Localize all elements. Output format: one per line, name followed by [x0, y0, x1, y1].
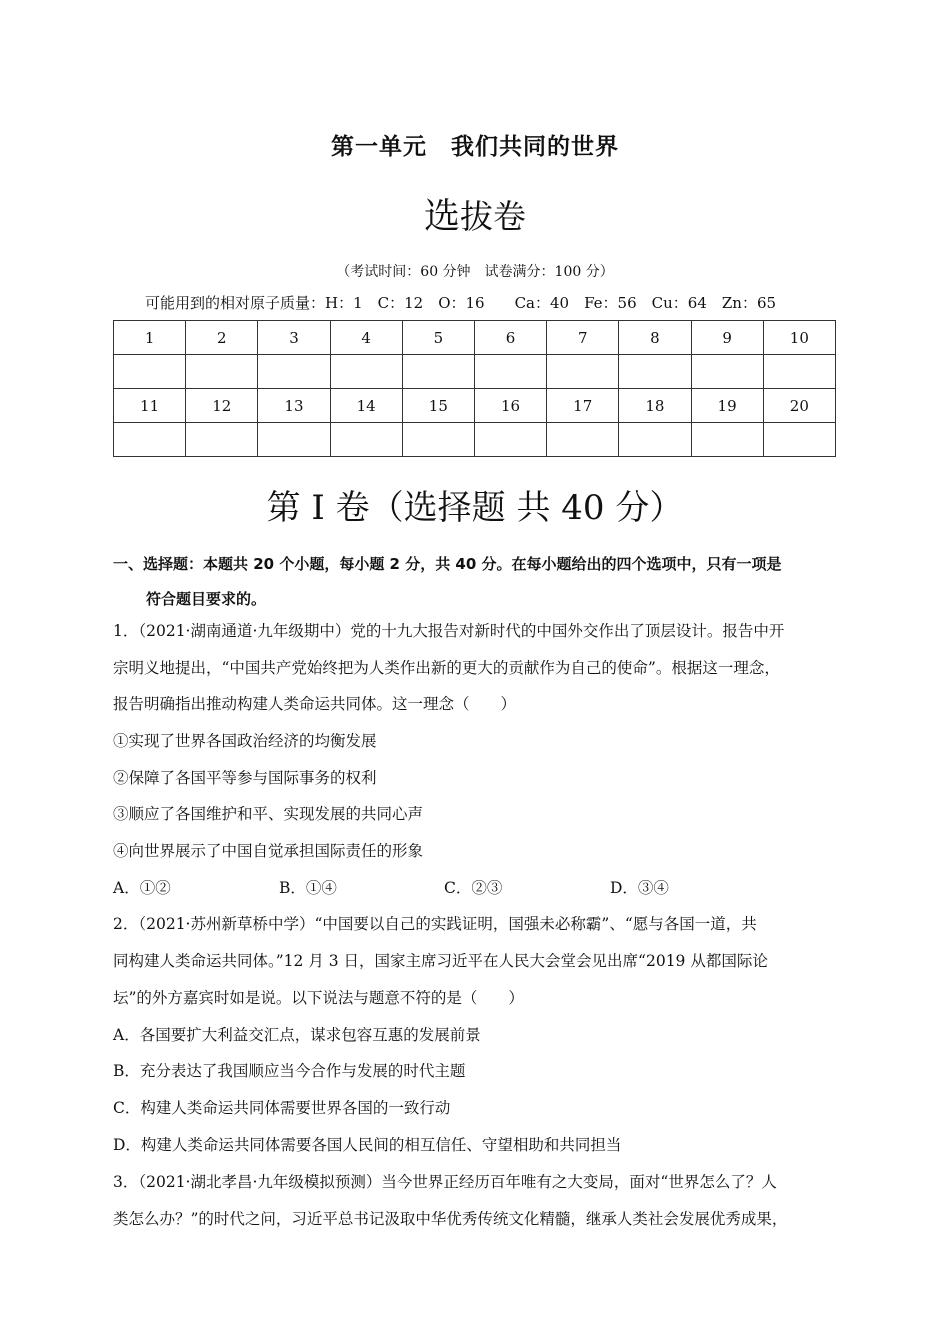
answer-cell-blank[interactable]	[186, 423, 258, 457]
answer-cell-label: 13	[258, 389, 330, 423]
answer-table	[113, 320, 836, 457]
subtitle-rest: 拔卷	[460, 197, 526, 236]
answer-cell-label: 20	[763, 389, 835, 423]
answer-cell-label: 17	[547, 389, 619, 423]
q1-stem: 报告明确指出推动构建人类命运共同体。这一理念（ ）	[113, 695, 517, 713]
answer-cell-blank[interactable]	[402, 423, 474, 457]
answer-table-number-row	[114, 321, 836, 355]
answer-cell-blank[interactable]	[763, 423, 835, 457]
answer-cell-blank[interactable]	[114, 355, 186, 389]
answer-cell-blank[interactable]	[258, 423, 330, 457]
q1-option-a[interactable]: A．①②	[113, 879, 171, 897]
answer-cell-blank[interactable]	[474, 355, 546, 389]
answer-cell-label: 1	[114, 321, 186, 355]
answer-cell-blank[interactable]	[763, 355, 835, 389]
answer-cell-blank[interactable]	[691, 423, 763, 457]
q1-item: ②保障了各国平等参与国际事务的权利	[113, 769, 377, 787]
answer-cell-blank[interactable]	[474, 423, 546, 457]
answer-cell-blank[interactable]	[402, 355, 474, 389]
answer-cell-label: 2	[186, 321, 258, 355]
section-instruction: 一、选择题：本题共 20 个小题，每小题 2 分，共 40 分。在每小题给出的四个选项中，只有一项是	[113, 555, 782, 573]
q2-option-c[interactable]: C．构建人类命运共同体需要世界各国的一致行动	[113, 1099, 451, 1117]
atomic-masses: 可能用到的相对原子质量：H：1 C：12 O：16 Ca：40 Fe：56 Cu：64 Zn：65	[145, 294, 777, 312]
answer-cell-blank[interactable]	[330, 355, 402, 389]
section-instruction-cont: 符合题目要求的。	[146, 590, 267, 608]
answer-cell-label: 8	[619, 321, 691, 355]
answer-cell-label: 6	[474, 321, 546, 355]
answer-table-blank-row	[114, 355, 836, 389]
q1-stem: 宗明义地提出，“中国共产党始终把为人类作出新的更大的贡献作为自己的使命”。根据这一理念，	[113, 659, 780, 677]
answer-cell-label: 7	[547, 321, 619, 355]
answer-cell-label: 3	[258, 321, 330, 355]
q2-stem: 坛”的外方嘉宾时如是说。以下说法与题意不符的是（ ）	[113, 989, 524, 1007]
answer-cell-label: 9	[691, 321, 763, 355]
answer-cell-label: 10	[763, 321, 835, 355]
answer-cell-blank[interactable]	[114, 423, 186, 457]
answer-cell-label: 5	[402, 321, 474, 355]
answer-cell-label: 19	[691, 389, 763, 423]
paper-subtitle	[0, 188, 950, 239]
answer-cell-blank[interactable]	[547, 355, 619, 389]
answer-cell-label: 15	[402, 389, 474, 423]
q2-stem: 同构建人类命运共同体。”12 月 3 日，国家主席习近平在人民大会堂会见出席“2019 从都国际论	[113, 952, 768, 970]
q1-item: ③顺应了各国维护和平、实现发展的共同心声	[113, 805, 424, 823]
q1-option-d[interactable]: D．③④	[610, 879, 669, 897]
answer-cell-blank[interactable]	[619, 355, 691, 389]
answer-cell-label: 4	[330, 321, 402, 355]
exam-info: （考试时间：60 分钟 试卷满分：100 分）	[336, 264, 614, 280]
answer-cell-blank[interactable]	[619, 423, 691, 457]
answer-cell-label: 12	[186, 389, 258, 423]
answer-cell-blank[interactable]	[330, 423, 402, 457]
answer-cell-blank[interactable]	[691, 355, 763, 389]
section-title: 第 I 卷（选择题 共 40 分）	[266, 488, 684, 528]
q1-item: ①实现了世界各国政治经济的均衡发展	[113, 732, 377, 750]
q1-option-b[interactable]: B．①④	[279, 879, 337, 897]
q2-option-b[interactable]: B．充分表达了我国顺应当今合作与发展的时代主题	[113, 1062, 466, 1080]
answer-cell-label: 16	[474, 389, 546, 423]
answer-cell-blank[interactable]	[186, 355, 258, 389]
answer-cell-label: 18	[619, 389, 691, 423]
q1-stem: 1．（2021·湖南通道·九年级期中）党的十九大报告对新时代的中国外交作出了顶层设计。报告中开	[113, 622, 785, 640]
q2-stem: 2．（2021·苏州新草桥中学）“中国要以自己的实践证明，国强未必称霸”、“愿与各国一道，共	[113, 915, 757, 933]
q2-option-d[interactable]: D．构建人类命运共同体需要各国人民间的相互信任、守望相助和共同担当	[113, 1136, 622, 1154]
answer-cell-label: 14	[330, 389, 402, 423]
answer-table-blank-row	[114, 423, 836, 457]
answer-cell-blank[interactable]	[547, 423, 619, 457]
q3-stem: 3．（2021·湖北孝昌·九年级模拟预测）当今世界正经历百年唯有之大变局，面对“世界怎么了？人	[113, 1173, 777, 1191]
answer-table-number-row	[114, 389, 836, 423]
q2-option-a[interactable]: A．各国要扩大利益交汇点，谋求包容互惠的发展前景	[113, 1026, 481, 1044]
answer-cell-blank[interactable]	[258, 355, 330, 389]
q3-stem: 类怎么办？”的时代之问，习近平总书记汲取中华优秀传统文化精髓，继承人类社会发展优秀成果，	[113, 1210, 788, 1228]
answer-cell-label: 11	[114, 389, 186, 423]
unit-title: 第一单元 我们共同的世界	[331, 134, 619, 160]
subtitle-first-char: 选	[423, 196, 460, 237]
q1-item: ④向世界展示了中国自觉承担国际责任的形象	[113, 842, 424, 860]
q1-option-c[interactable]: C．②③	[444, 879, 503, 897]
